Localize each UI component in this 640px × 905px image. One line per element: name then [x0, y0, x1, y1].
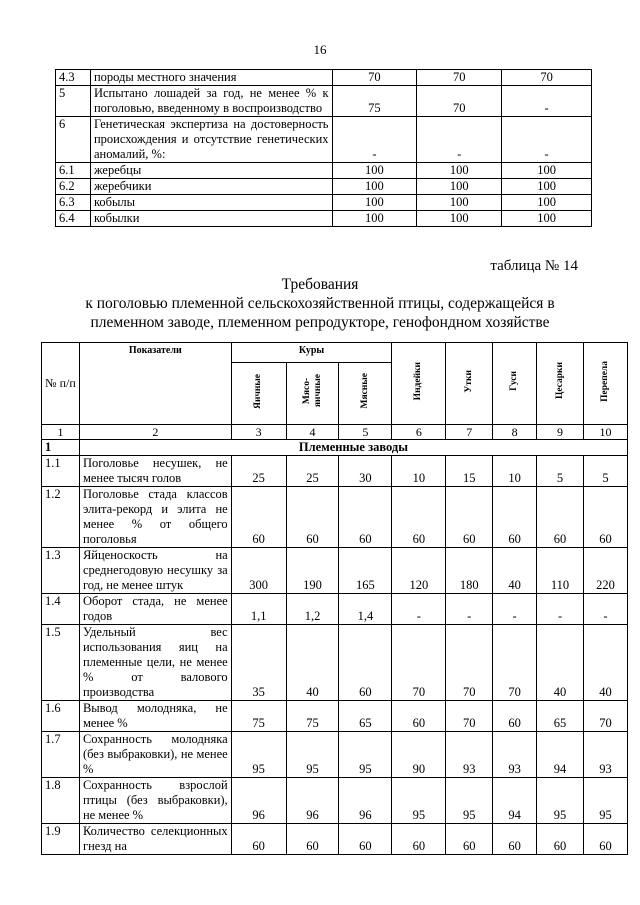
prev-table-row [56, 179, 592, 195]
prev-row-value: 100 [332, 211, 417, 227]
prev-table-row [56, 211, 592, 227]
row-value: 165 [339, 548, 392, 594]
prev-row-value: - [502, 86, 592, 117]
header-chickens: Куры [231, 343, 392, 363]
row-value: 93 [493, 732, 537, 778]
header-num: № п/п [42, 343, 80, 425]
prev-row-num: 6.2 [56, 179, 91, 195]
header-col-ducks: Утки [446, 343, 493, 425]
column-number: 9 [537, 425, 584, 440]
row-value: 180 [446, 548, 493, 594]
section-row [42, 440, 628, 456]
row-value: 75 [286, 701, 339, 732]
row-value: 1,4 [339, 594, 392, 625]
previous-table [55, 69, 592, 227]
prev-table-row [56, 195, 592, 211]
prev-row-value: 100 [417, 179, 502, 195]
row-value: 60 [493, 824, 537, 855]
row-value: 300 [231, 548, 286, 594]
row-value: 15 [446, 456, 493, 487]
row-value: 40 [584, 625, 628, 701]
row-value: 60 [231, 487, 286, 548]
prev-row-num: 6 [56, 117, 91, 163]
prev-row-num: 5 [56, 86, 91, 117]
row-value: 40 [537, 625, 584, 701]
row-value: 70 [446, 625, 493, 701]
row-value: 60 [584, 487, 628, 548]
prev-row-label: породы местного значения [90, 70, 332, 86]
prev-row-value: 70 [502, 70, 592, 86]
row-value: 95 [392, 778, 446, 824]
row-value: 96 [286, 778, 339, 824]
prev-row-value: 70 [332, 70, 417, 86]
row-value: 35 [231, 625, 286, 701]
row-value: 60 [392, 824, 446, 855]
row-value: 220 [584, 548, 628, 594]
header-col-guinea-fowl: Цесарки [537, 343, 584, 425]
row-value: 70 [493, 625, 537, 701]
row-label: Оборот стада, не менее годов [79, 594, 231, 625]
row-num: 1.1 [42, 456, 80, 487]
row-value: 93 [584, 732, 628, 778]
prev-row-value: 70 [417, 86, 502, 117]
header-col-meat-egg: Мясо- яичные [286, 363, 339, 425]
prev-row-value: 100 [332, 195, 417, 211]
row-value: 95 [231, 732, 286, 778]
table-row [42, 824, 628, 855]
row-value: 30 [339, 456, 392, 487]
column-number: 10 [584, 425, 628, 440]
prev-row-value: 100 [502, 211, 592, 227]
row-value: 95 [446, 778, 493, 824]
prev-table-row [56, 163, 592, 179]
row-value: 60 [339, 487, 392, 548]
prev-row-num: 4.3 [56, 70, 91, 86]
table-row [42, 548, 628, 594]
row-num: 1.4 [42, 594, 80, 625]
row-num: 1.7 [42, 732, 80, 778]
row-value: 60 [392, 487, 446, 548]
prev-row-num: 6.3 [56, 195, 91, 211]
prev-row-value: 75 [332, 86, 417, 117]
row-value: 94 [493, 778, 537, 824]
prev-row-label: Испытано лошадей за год, не менее % к поголовью, введенному в воспроизводство [90, 86, 332, 117]
prev-row-value: 100 [502, 163, 592, 179]
table-row [42, 778, 628, 824]
prev-row-label: жеребцы [90, 163, 332, 179]
row-value: 95 [584, 778, 628, 824]
row-value: 40 [493, 548, 537, 594]
column-number: 6 [392, 425, 446, 440]
row-value: 190 [286, 548, 339, 594]
prev-row-value: 100 [417, 163, 502, 179]
prev-table-row [56, 117, 592, 163]
prev-row-value: 100 [502, 179, 592, 195]
row-value: 90 [392, 732, 446, 778]
column-number: 4 [286, 425, 339, 440]
row-value: 5 [584, 456, 628, 487]
row-value: - [584, 594, 628, 625]
title-line-3: племенном заводе, племенном репродукторе, генофондном хозяйстве [90, 314, 550, 331]
column-number: 5 [339, 425, 392, 440]
table-row [42, 732, 628, 778]
row-value: 25 [231, 456, 286, 487]
row-label: Поголовье стада классов элита-рекорд и элита не менее % от общего поголовья [79, 487, 231, 548]
column-numbers-row [42, 425, 628, 440]
row-value: 60 [231, 824, 286, 855]
row-num: 1.5 [42, 625, 80, 701]
row-value: 70 [446, 701, 493, 732]
row-value: 5 [537, 456, 584, 487]
row-value: 70 [392, 625, 446, 701]
header-col-meat: Мясные [339, 363, 392, 425]
column-number: 8 [493, 425, 537, 440]
row-value: 120 [392, 548, 446, 594]
row-value: 75 [231, 701, 286, 732]
column-number: 7 [446, 425, 493, 440]
column-number: 1 [42, 425, 80, 440]
table-row [42, 456, 628, 487]
row-label: Поголовье несушек, не менее тысяч голов [79, 456, 231, 487]
prev-row-label: Генетическая экспертиза на достоверность происхождения и отсутствие генетических аномалий, %: [90, 117, 332, 163]
row-num: 1.2 [42, 487, 80, 548]
prev-row-value: 100 [417, 195, 502, 211]
column-number: 2 [79, 425, 231, 440]
row-label: Яйценоскость на среднегодовую несушку за год, не менее штук [79, 548, 231, 594]
row-num: 1.6 [42, 701, 80, 732]
table-label: таблица № 14 [490, 258, 578, 274]
header-indicators: Показатели [79, 343, 231, 425]
row-value: - [537, 594, 584, 625]
row-value: 60 [392, 701, 446, 732]
prev-row-value: 100 [332, 179, 417, 195]
row-value: 65 [339, 701, 392, 732]
table-row [42, 594, 628, 625]
row-num: 1.8 [42, 778, 80, 824]
row-value: 60 [286, 824, 339, 855]
table-row [42, 625, 628, 701]
prev-row-value: - [332, 117, 417, 163]
row-value: - [446, 594, 493, 625]
header-col-geese: Гуси [493, 343, 537, 425]
section-num: 1 [42, 440, 80, 456]
header-col-quails: Перепела [584, 343, 628, 425]
row-value: 60 [537, 487, 584, 548]
row-value: 10 [392, 456, 446, 487]
prev-table-row [56, 86, 592, 117]
row-value: - [392, 594, 446, 625]
poultry-requirements-table [41, 342, 628, 855]
row-value: 60 [339, 824, 392, 855]
row-value: 65 [537, 701, 584, 732]
row-value: 70 [584, 701, 628, 732]
header-col-egg: Яичные [231, 363, 286, 425]
header-col-turkeys: Индейки [392, 343, 446, 425]
row-value: 60 [584, 824, 628, 855]
row-value: 110 [537, 548, 584, 594]
row-value: 25 [286, 456, 339, 487]
row-value: 60 [537, 824, 584, 855]
row-value: 60 [446, 487, 493, 548]
prev-row-value: 100 [417, 211, 502, 227]
prev-row-value: - [417, 117, 502, 163]
row-value: 95 [286, 732, 339, 778]
row-value: 60 [493, 487, 537, 548]
row-value: 94 [537, 732, 584, 778]
row-value: 93 [446, 732, 493, 778]
row-value: 60 [286, 487, 339, 548]
row-num: 1.3 [42, 548, 80, 594]
row-value: 60 [339, 625, 392, 701]
row-label: Удельный вес использования яиц на племенные цели, не менее % от валового производства [79, 625, 231, 701]
title-line-1: Требования [281, 276, 359, 293]
row-value: 96 [231, 778, 286, 824]
row-value: 10 [493, 456, 537, 487]
row-value: 95 [339, 732, 392, 778]
prev-row-label: кобылы [90, 195, 332, 211]
row-value: 40 [286, 625, 339, 701]
column-number: 3 [231, 425, 286, 440]
row-value: 95 [537, 778, 584, 824]
row-label: Сохранность взрослой птицы (без выбраковки), не менее % [79, 778, 231, 824]
prev-row-value: 100 [502, 195, 592, 211]
row-value: - [493, 594, 537, 625]
prev-row-label: жеребчики [90, 179, 332, 195]
row-label: Количество селекционных гнезд на [79, 824, 231, 855]
row-num: 1.9 [42, 824, 80, 855]
row-value: 60 [493, 701, 537, 732]
prev-row-value: 100 [332, 163, 417, 179]
prev-row-num: 6.4 [56, 211, 91, 227]
prev-row-num: 6.1 [56, 163, 91, 179]
table-row [42, 487, 628, 548]
title-line-2: к поголовью племенной сельскохозяйственной птицы, содержащейся в [85, 295, 555, 312]
prev-row-label: кобылки [90, 211, 332, 227]
row-value: 1,1 [231, 594, 286, 625]
table-row [42, 701, 628, 732]
row-label: Вывод молодняка, не менее % [79, 701, 231, 732]
row-value: 60 [446, 824, 493, 855]
prev-row-value: 70 [417, 70, 502, 86]
prev-table-row [56, 70, 592, 86]
row-value: 96 [339, 778, 392, 824]
prev-row-value: - [502, 117, 592, 163]
section-title: Племенные заводы [79, 440, 627, 456]
page-number: 16 [313, 42, 327, 57]
row-value: 1,2 [286, 594, 339, 625]
row-label: Сохранность молодняка (без выбраковки), не менее % [79, 732, 231, 778]
